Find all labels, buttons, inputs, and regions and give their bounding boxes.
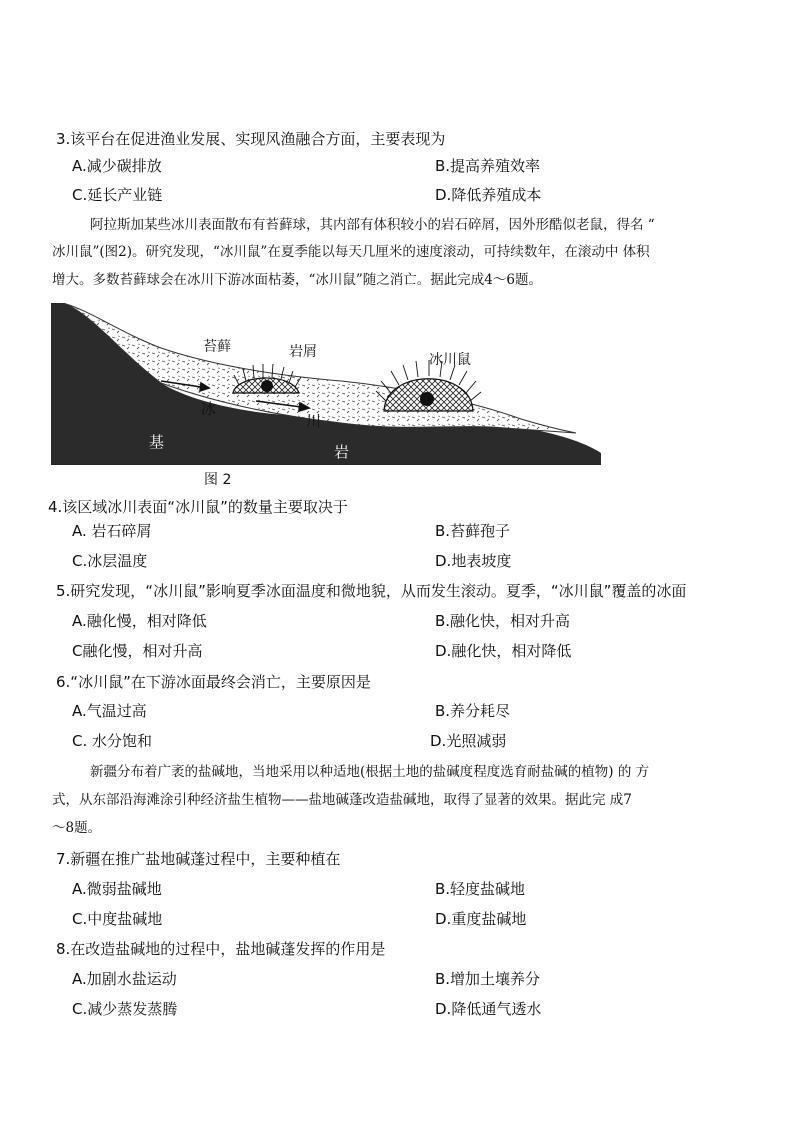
label-glacier-mouse: 冰川鼠 [429,352,471,368]
question-4-stem: 4.该区域冰川表面“冰川鼠”的数量主要取决于 [48,498,348,516]
figure-2-glacier-mouse [51,303,601,465]
question-6-option-b[interactable]: B.养分耗尽 [435,702,511,720]
question-8-stem: 8.在改造盐碱地的过程中，盐地碱蓬发挥的作用是 [56,940,386,958]
passage-1-line-1: 阿拉斯加某些冰川表面散布有苔藓球，其内部有体积较小的岩石碎屑，因外形酷似老鼠，得名 “ [90,217,655,233]
label-rock-1: 基 [149,433,165,451]
question-3-option-a[interactable]: A.减少碳排放 [72,157,162,175]
question-5-option-a[interactable]: A.融化慢，相对降低 [72,612,207,630]
label-moss: 苔藓 [203,339,231,355]
question-7-option-c[interactable]: C.中度盐碱地 [72,910,163,928]
question-6-option-c[interactable]: C. 水分饱和 [72,732,153,750]
question-6-option-d[interactable]: D.光照减弱 [430,732,507,750]
question-5-option-b[interactable]: B.融化快，相对升高 [435,612,571,630]
label-debris: 岩屑 [289,344,317,360]
passage-2-line-2: 式，从东部沿海滩涂引种经济盐生植物——盐地碱蓬改造盐碱地，取得了显著的效果。据此完 成7 [52,792,632,808]
label-ice-1: 冰 [201,400,217,418]
question-5-stem: 5.研究发现，“冰川鼠”影响夏季冰面温度和微地貌，从而发生滚动。夏季，“冰川鼠”覆盖的冰面 [56,582,687,600]
passage-2-line-3: ～8题。 [52,820,102,836]
question-8-option-a[interactable]: A.加剧水盐运动 [72,970,177,988]
question-5-option-c[interactable]: C融化慢，相对升高 [72,642,203,660]
question-7-option-d[interactable]: D.重度盐碱地 [435,910,527,928]
question-8-option-d[interactable]: D.降低通气透水 [435,1000,542,1018]
passage-2-line-1: 新疆分布着广袤的盐碱地，当地采用以种适地(根据土地的盐碱度程度选育耐盐碱的植物) 的 方 [90,764,650,780]
question-4-option-a[interactable]: A. 岩石碎屑 [72,522,152,540]
label-ice-2: 川 [306,412,322,430]
question-7-option-b[interactable]: B.轻度盐碱地 [435,880,526,898]
question-4-option-b[interactable]: B.苔藓孢子 [435,522,511,540]
passage-1-line-3: 增大。多数苔藓球会在冰川下游冰面枯萎，“冰川鼠”随之消亡。据此完成4～6题。 [52,272,542,288]
question-5-option-d[interactable]: D.融化快，相对降低 [435,642,572,660]
passage-1-line-2: 冰川鼠”(图2)。研究发现，“冰川鼠”在夏季能以每天几厘米的速度滚动，可持续数年，在滚动中 体积 [52,244,650,260]
question-7-stem: 7.新疆在推广盐地碱蓬过程中，主要种植在 [56,850,341,868]
question-6-stem: 6.“冰川鼠”在下游冰面最终会消亡，主要原因是 [56,673,371,691]
question-3-option-d[interactable]: D.降低养殖成本 [435,186,542,204]
question-3-stem: 3.该平台在促进渔业发展、实现风渔融合方面，主要表现为 [56,130,446,148]
glacier-diagram [51,303,601,465]
question-4-option-d[interactable]: D.地表坡度 [435,552,512,570]
question-3-option-b[interactable]: B.提高养殖效率 [435,157,541,175]
figure-2-caption: 图 2 [204,472,232,488]
question-8-option-c[interactable]: C.减少蒸发蒸腾 [72,1000,178,1018]
question-8-option-b[interactable]: B.增加土壤养分 [435,970,541,988]
question-4-option-c[interactable]: C.冰层温度 [72,552,148,570]
label-rock-2: 岩 [334,443,350,461]
question-6-option-a[interactable]: A.气温过高 [72,702,147,720]
question-7-option-a[interactable]: A.微弱盐碱地 [72,880,162,898]
question-3-option-c[interactable]: C.延长产业链 [72,186,163,204]
